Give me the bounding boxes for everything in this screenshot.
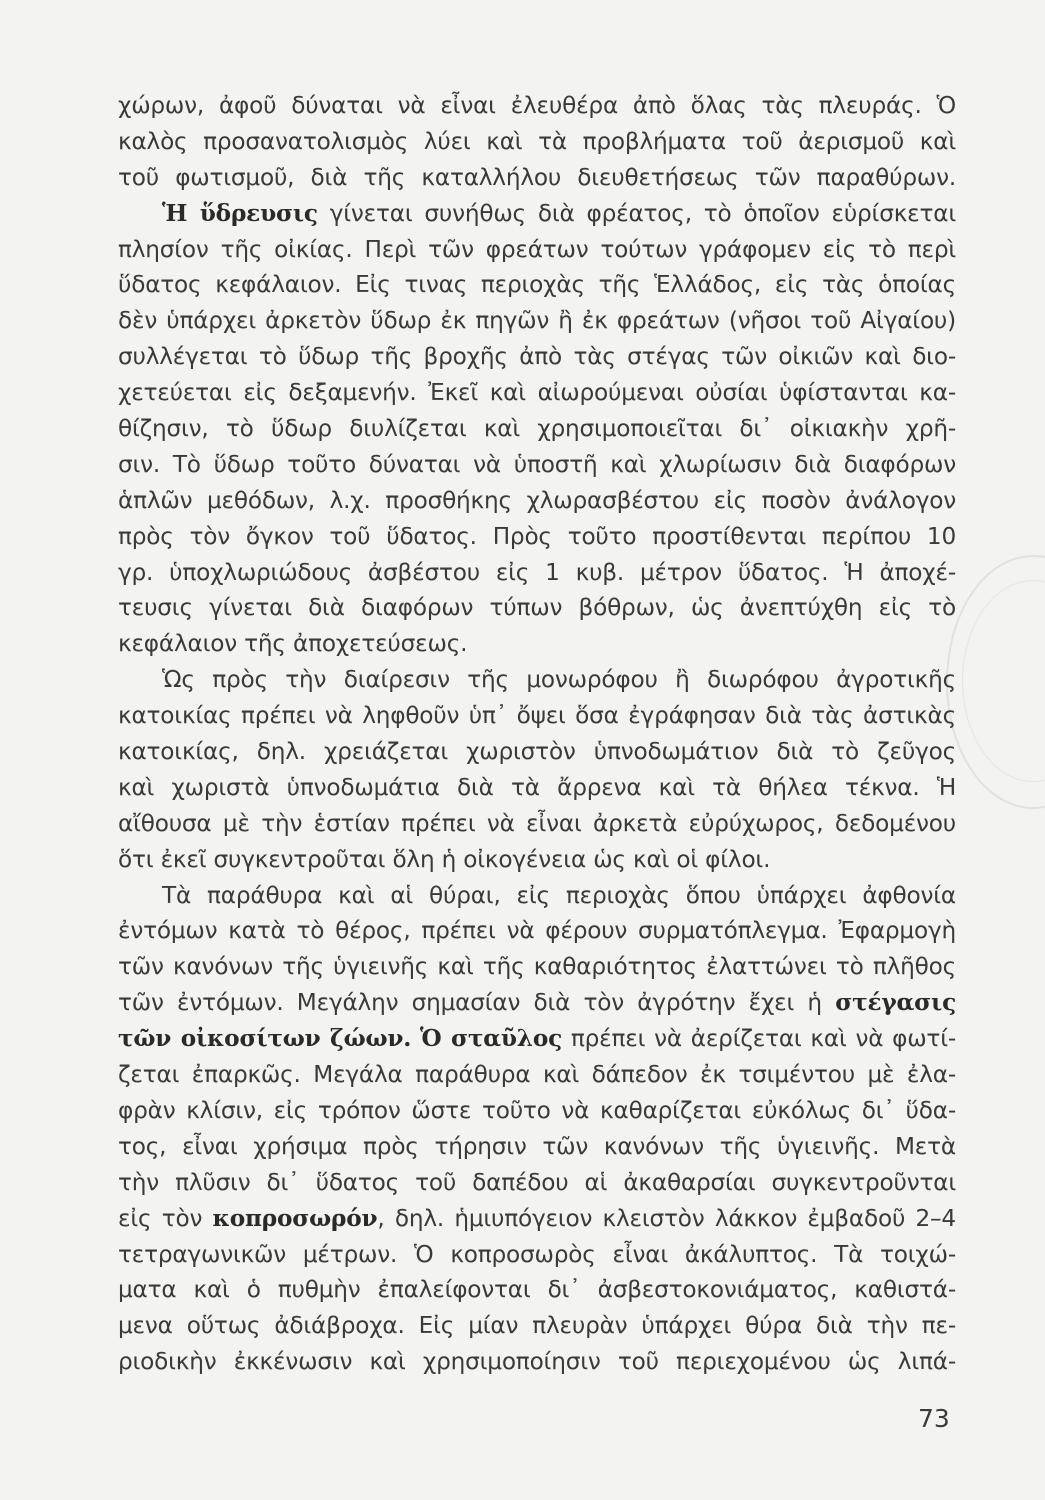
text-line: καὶ χωριστὰ ὑπνοδωμάτια διὰ τὰ ἄρρενα καὶ τὰ θήλεα τέκνα. Ἡ bbox=[118, 773, 956, 801]
text-line bbox=[118, 1021, 956, 1057]
text-line: ὅτι ἐκεῖ συγκεντροῦται ὅλη ἡ οἰκογένεια ὡς καὶ οἱ φίλοι. bbox=[118, 845, 771, 873]
text-line: τοῦ φωτισμοῦ, διὰ τῆς καταλλήλου διευθετήσεως τῶν παραθύρων. bbox=[118, 163, 956, 191]
text-line: Ὡς πρὸς τὴν διαίρεσιν τῆς μονωρόφου ἢ διωρόφου ἀγροτικῆς bbox=[162, 666, 956, 694]
bold-term-housing: στέγασις bbox=[835, 989, 956, 1017]
text-line: ὕδατος κεφάλαιον. Εἰς τινας περιοχὰς τῆς Ἑλλάδος, εἰς τὰς ὁποίας bbox=[118, 271, 956, 299]
text-line: χώρων, ἀφοῦ δύναται νὰ εἶναι ἐλευθέρα ἀπὸ ὅλας τὰς πλευράς. Ὁ bbox=[118, 92, 956, 119]
text-line-rest: πρέπει νὰ ἀερίζεται καὶ νὰ φωτί- bbox=[562, 1025, 957, 1053]
text-line: τος, εἶναι χρήσιμα πρὸς τήρησιν τῶν κανόνων τῆς ὑγιεινῆς. Μετὰ bbox=[118, 1132, 956, 1160]
text-line: πλησίον τῆς οἰκίας. Περὶ τῶν φρεάτων τούτων γράφομεν εἰς τὸ περὶ bbox=[118, 235, 956, 263]
text-line bbox=[118, 985, 956, 1021]
text-spacer bbox=[411, 1025, 420, 1052]
text-line: δὲν ὑπάρχει ἀρκετὸν ὕδωρ ἐκ πηγῶν ἢ ἐκ φρεάτων (νῆσοι τοῦ Αἰγαίου) bbox=[118, 307, 956, 335]
text-line: ἁπλῶν μεθόδων, λ.χ. προσθήκης χλωρασβέστου εἰς ποσὸν ἀνάλογον bbox=[118, 486, 956, 514]
text-line: θίζησιν, τὸ ὕδωρ διυλίζεται καὶ χρησιμοποιεῖται δι᾽ οἰκιακὴν χρῆ- bbox=[118, 415, 956, 443]
text-line: ματα καὶ ὁ πυθμὴν ἐπαλείφονται δι᾽ ἀσβεστοκονιάματος, καθιστά- bbox=[118, 1276, 956, 1304]
text-line: συλλέγεται τὸ ὕδωρ τῆς βροχῆς ἀπὸ τὰς στέγας τῶν οἰκιῶν καὶ διο- bbox=[118, 343, 956, 371]
text-line: ριοδικὴν ἐκκένωσιν καὶ χρησιμοποίησιν τοῦ περιεχομένου ὡς λιπά- bbox=[118, 1348, 956, 1376]
text-line: αἴθουσα μὲ τὴν ἑστίαν πρέπει νὰ εἶναι ἀρκετὰ εὐρύχωρος, δεδομένου bbox=[118, 809, 956, 837]
bold-term-domestic-animals: τῶν οἰκοσίτων ζώων. bbox=[118, 1025, 412, 1053]
text-line-rest: , δηλ. ἡμιυπόγειον κλειστὸν λάκκον ἐμβαδοῦ 2–4 bbox=[377, 1204, 956, 1232]
text-line-pre: εἰς τὸν bbox=[118, 1204, 213, 1232]
text-line: μενα οὕτως ἀδιάβροχα. Εἰς μίαν πλευρὰν ὑπάρχει θύρα διὰ τὴν πε- bbox=[118, 1312, 956, 1340]
text-line: κατοικίας πρέπει νὰ ληφθοῦν ὑπ᾽ ὄψει ὅσα ἐγράφησαν διὰ τὰς ἀστικὰς bbox=[118, 702, 956, 730]
text-line: τὴν πλῦσιν δι᾽ ὕδατος τοῦ δαπέδου αἱ ἀκαθαρσίαι συγκεντροῦνται bbox=[118, 1168, 956, 1196]
text-line: σιν. Τὸ ὕδωρ τοῦτο δύναται νὰ ὑποστῆ καὶ χλωρίωσιν διὰ διαφόρων bbox=[118, 450, 956, 478]
text-line: γρ. ὑποχλωριώδους ἀσβέστου εἰς 1 κυβ. μέτρον ὕδατος. Ἡ ἀποχέ- bbox=[118, 558, 956, 586]
text-line: κεφάλαιον τῆς ἀποχετεύσεως. bbox=[118, 630, 468, 658]
text-line bbox=[118, 1201, 956, 1237]
text-line: ζεται ἐπαρκῶς. Μεγάλα παράθυρα καὶ δάπεδον ἐκ τσιμέντου μὲ ἐλα- bbox=[118, 1061, 956, 1089]
text-line-rest: γίνεται συνήθως διὰ φρέατος, τὸ ὁποῖον εὑρίσκεται bbox=[317, 199, 956, 227]
page-number: 73 bbox=[918, 1404, 950, 1433]
text-line: πρὸς τὸν ὄγκον τοῦ ὕδατος. Πρὸς τοῦτο προστίθενται περίπου 10 bbox=[118, 522, 956, 550]
text-line bbox=[118, 196, 956, 232]
text-line: χετεύεται εἰς δεξαμενήν. Ἐκεῖ καὶ αἰωρούμεναι οὐσίαι ὑφίστανται κα- bbox=[118, 379, 956, 407]
text-line-pre: τῶν ἐντόμων. Μεγάλην σημασίαν διὰ τὸν ἀγρότην ἔχει ἡ bbox=[118, 989, 836, 1017]
text-line: ἐντόμων κατὰ τὸ θέρος, πρέπει νὰ φέρουν συρματόπλεγμα. Ἐφαρμογὴ bbox=[118, 917, 956, 945]
text-line: τευσις γίνεται διὰ διαφόρων τύπων βόθρων, ὡς ἀνεπτύχθη εἰς τὸ bbox=[118, 594, 956, 622]
body-text bbox=[118, 88, 956, 1380]
bold-term-stable: Ὁ σταῦλος bbox=[419, 1025, 563, 1053]
text-line: κατοικίας, δηλ. χρειάζεται χωριστὸν ὑπνοδωμάτιον διὰ τὸ ζεῦγος bbox=[118, 738, 956, 766]
text-line: καλὸς προσανατολισμὸς λύει καὶ τὰ προβλήματα τοῦ ἀερισμοῦ καὶ bbox=[118, 127, 956, 155]
text-line: τετραγωνικῶν μέτρων. Ὁ κοπροσωρὸς εἶναι ἀκάλυπτος. Τὰ τοιχώ- bbox=[118, 1240, 956, 1268]
bold-term-water-supply: Ἡ ὕδρευσις bbox=[162, 199, 318, 227]
text-line: τῶν κανόνων τῆς ὑγιεινῆς καὶ τῆς καθαριότητος ἐλαττώνει τὸ πλῆθος bbox=[118, 953, 956, 981]
text-line: Τὰ παράθυρα καὶ αἱ θύραι, εἰς περιοχὰς ὅπου ὑπάρχει ἀφθονία bbox=[162, 881, 956, 909]
bold-term-manure-pit: κοπροσωρόν bbox=[212, 1204, 378, 1232]
text-line: φρὰν κλίσιν, εἰς τρόπον ὥστε τοῦτο νὰ καθαρίζεται εὐκόλως δι᾽ ὕδα- bbox=[118, 1096, 956, 1124]
